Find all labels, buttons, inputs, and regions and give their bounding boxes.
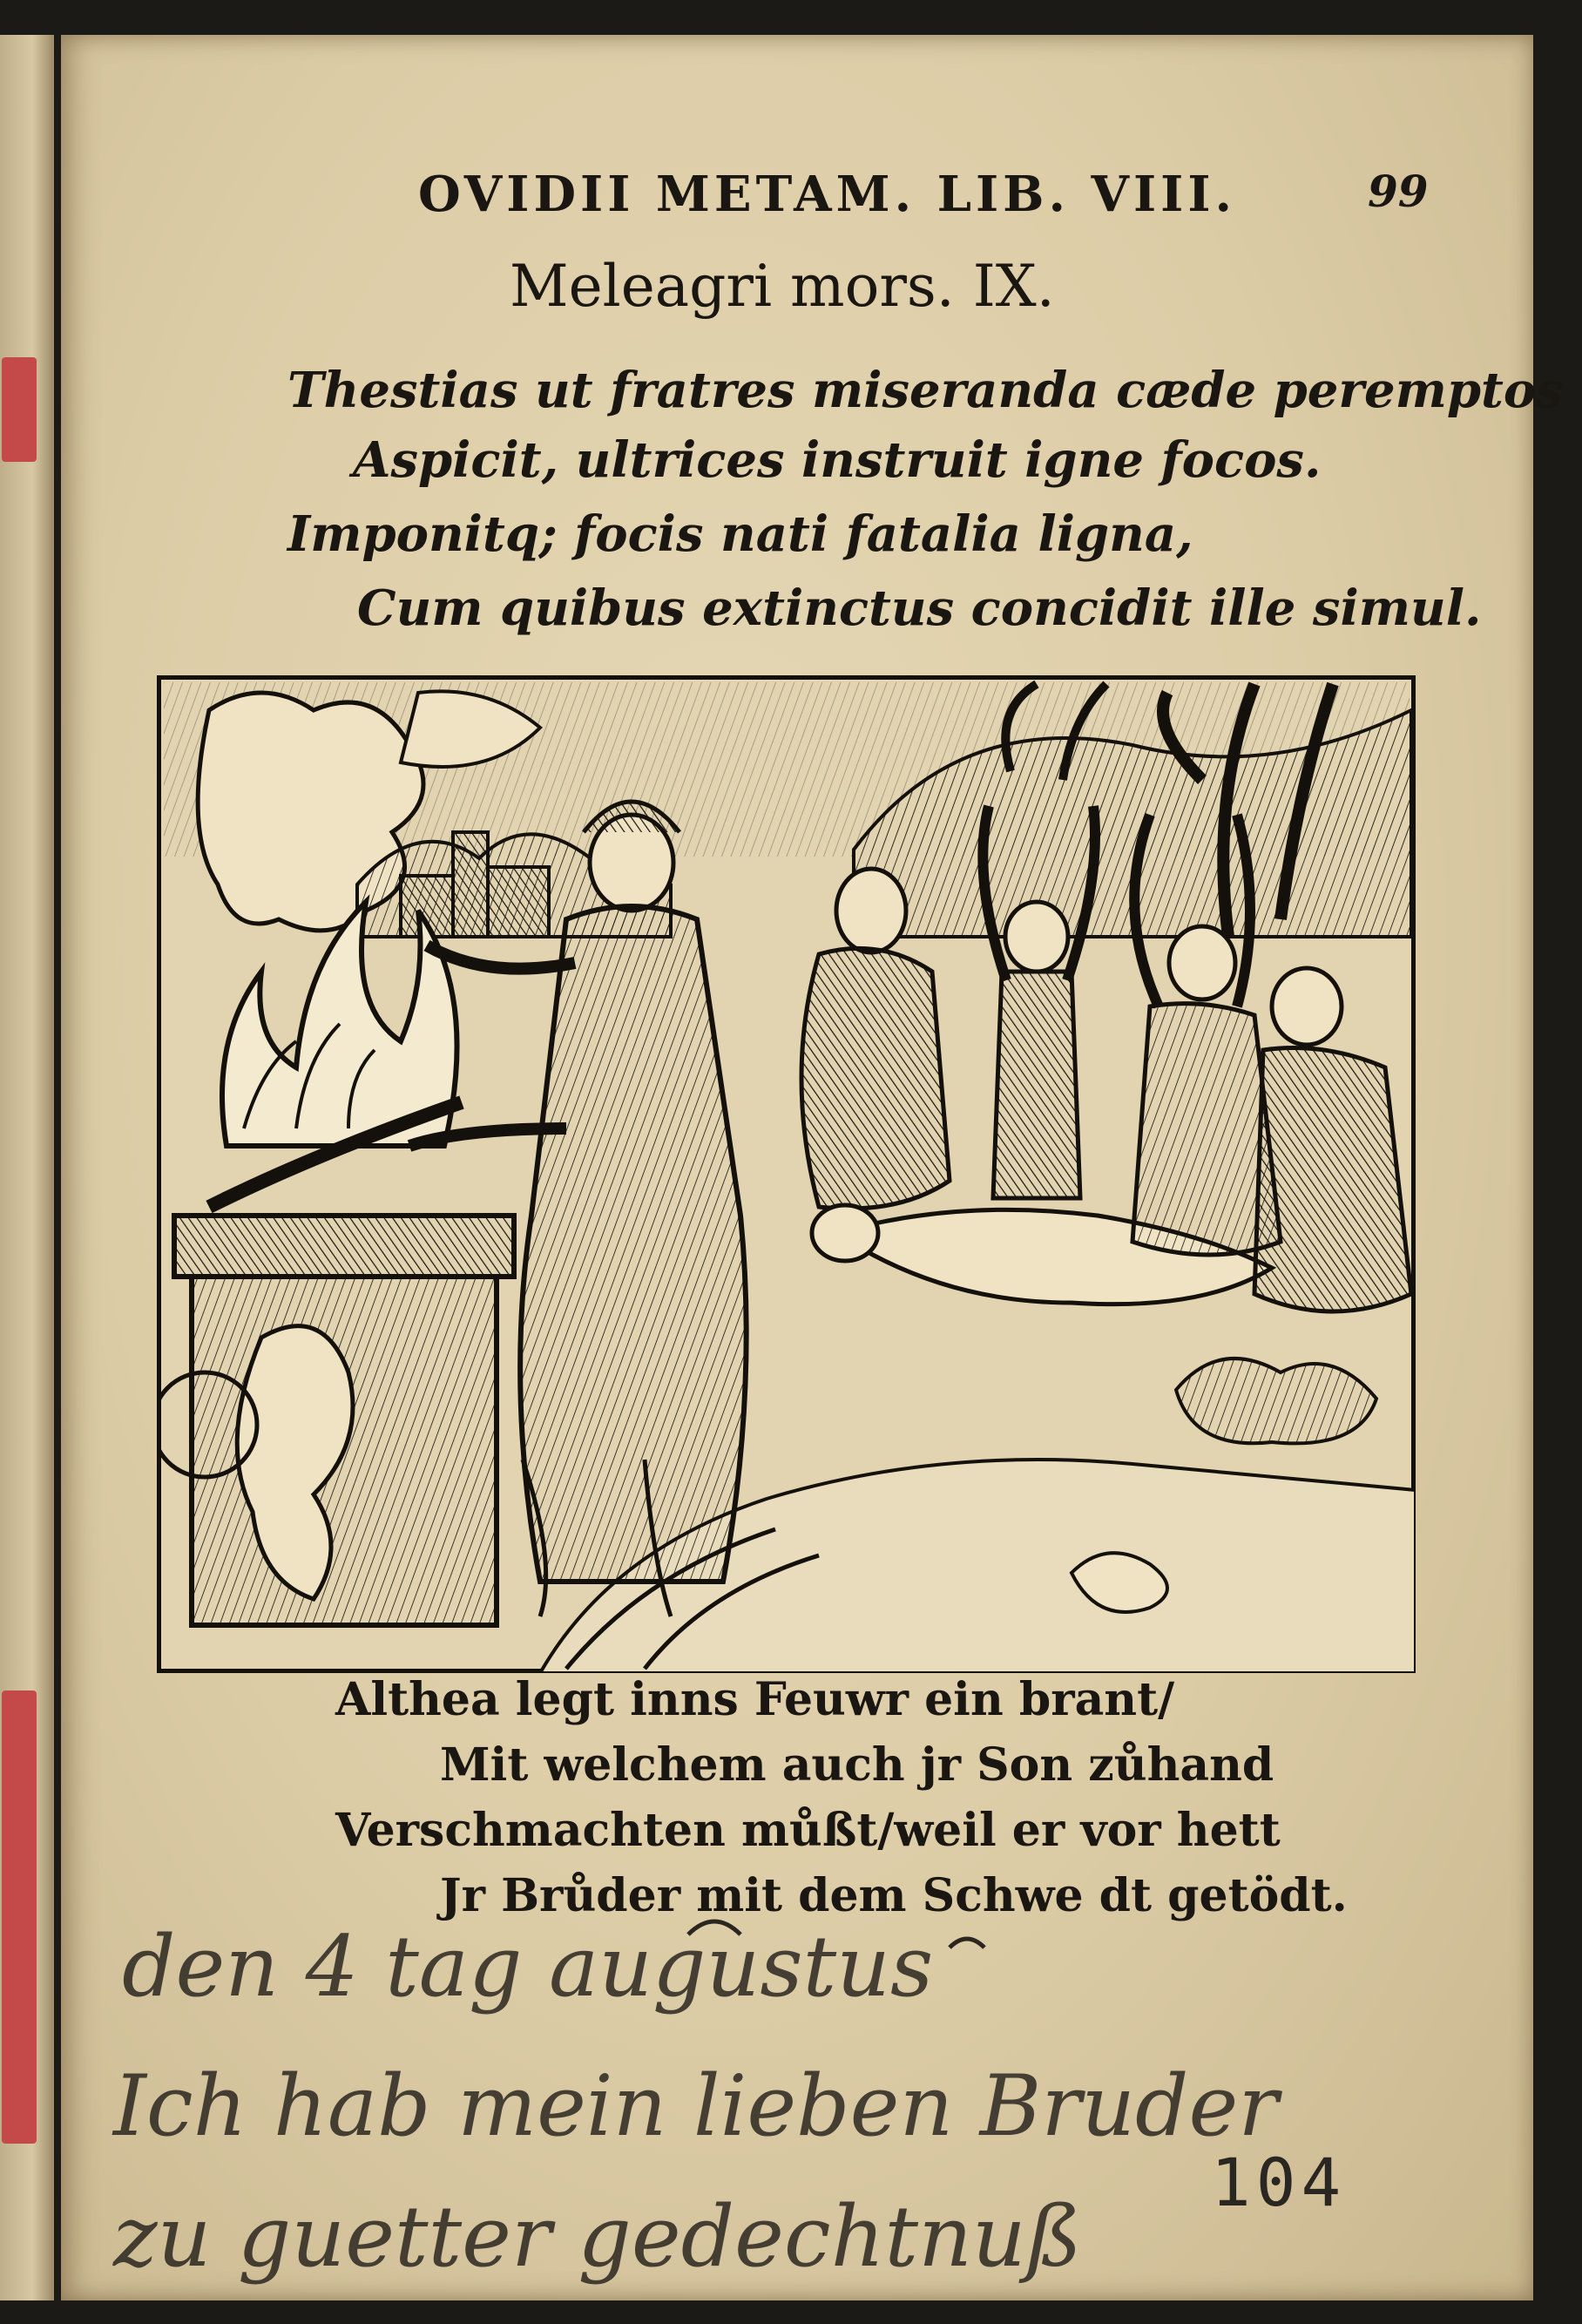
figure-body [1254,1048,1411,1312]
handwritten-line: zu guetter gedechtnuß [113,2188,1082,2286]
latin-verse-line: Imponitq; focis nati fatalia ligna, [287,505,1193,563]
handwritten-line: den 4 tag augustus [122,1918,934,2016]
woodcut-illustration [157,675,1416,1673]
shrub [1176,1358,1376,1443]
running-head: OVIDII METAM. LIB. VIII. [418,166,1237,223]
mourner-body [801,948,950,1209]
figure-head [1272,968,1342,1045]
page-number: 99 [1368,166,1429,217]
meleager-head [812,1205,878,1261]
mourner-head [836,869,906,952]
red-decoration-bottom [2,1690,37,2144]
facing-page-edge [0,35,54,2300]
latin-verse-line: Aspicit, ultrices instruit igne focos. [353,431,1322,489]
figure-head [1169,926,1235,999]
figure-body [993,972,1080,1198]
latin-verse-line: Cum quibus extinctus concidit ille simul. [357,579,1482,637]
german-verse-line: Verschmachten můßt/weil er vor hett [335,1804,1281,1857]
red-decoration-top [2,357,37,462]
german-verse-line: Jr Brůder mit dem Schwe dt getödt. [440,1869,1348,1922]
city-tower [453,832,488,937]
figure-head [1005,902,1068,972]
section-title: Meleagri mors. IX. [510,253,1055,320]
book-page [61,35,1564,2300]
handwritten-line: Ich hab mein lieben Bruder [113,2057,1279,2155]
althea-robe [520,906,747,1582]
german-verse-line: Althea legt inns Feuwr ein brant/ [335,1673,1175,1726]
handwritten-inscription [61,1900,1533,2300]
altar-top [174,1216,514,1277]
german-verse-line: Mit welchem auch jr Son zůhand [440,1738,1274,1792]
latin-verse-line: Thestias ut fratres miseranda cæde peremptos [287,362,1564,419]
city-building [488,867,549,937]
shelfmark-number: 104 [1211,2144,1347,2221]
